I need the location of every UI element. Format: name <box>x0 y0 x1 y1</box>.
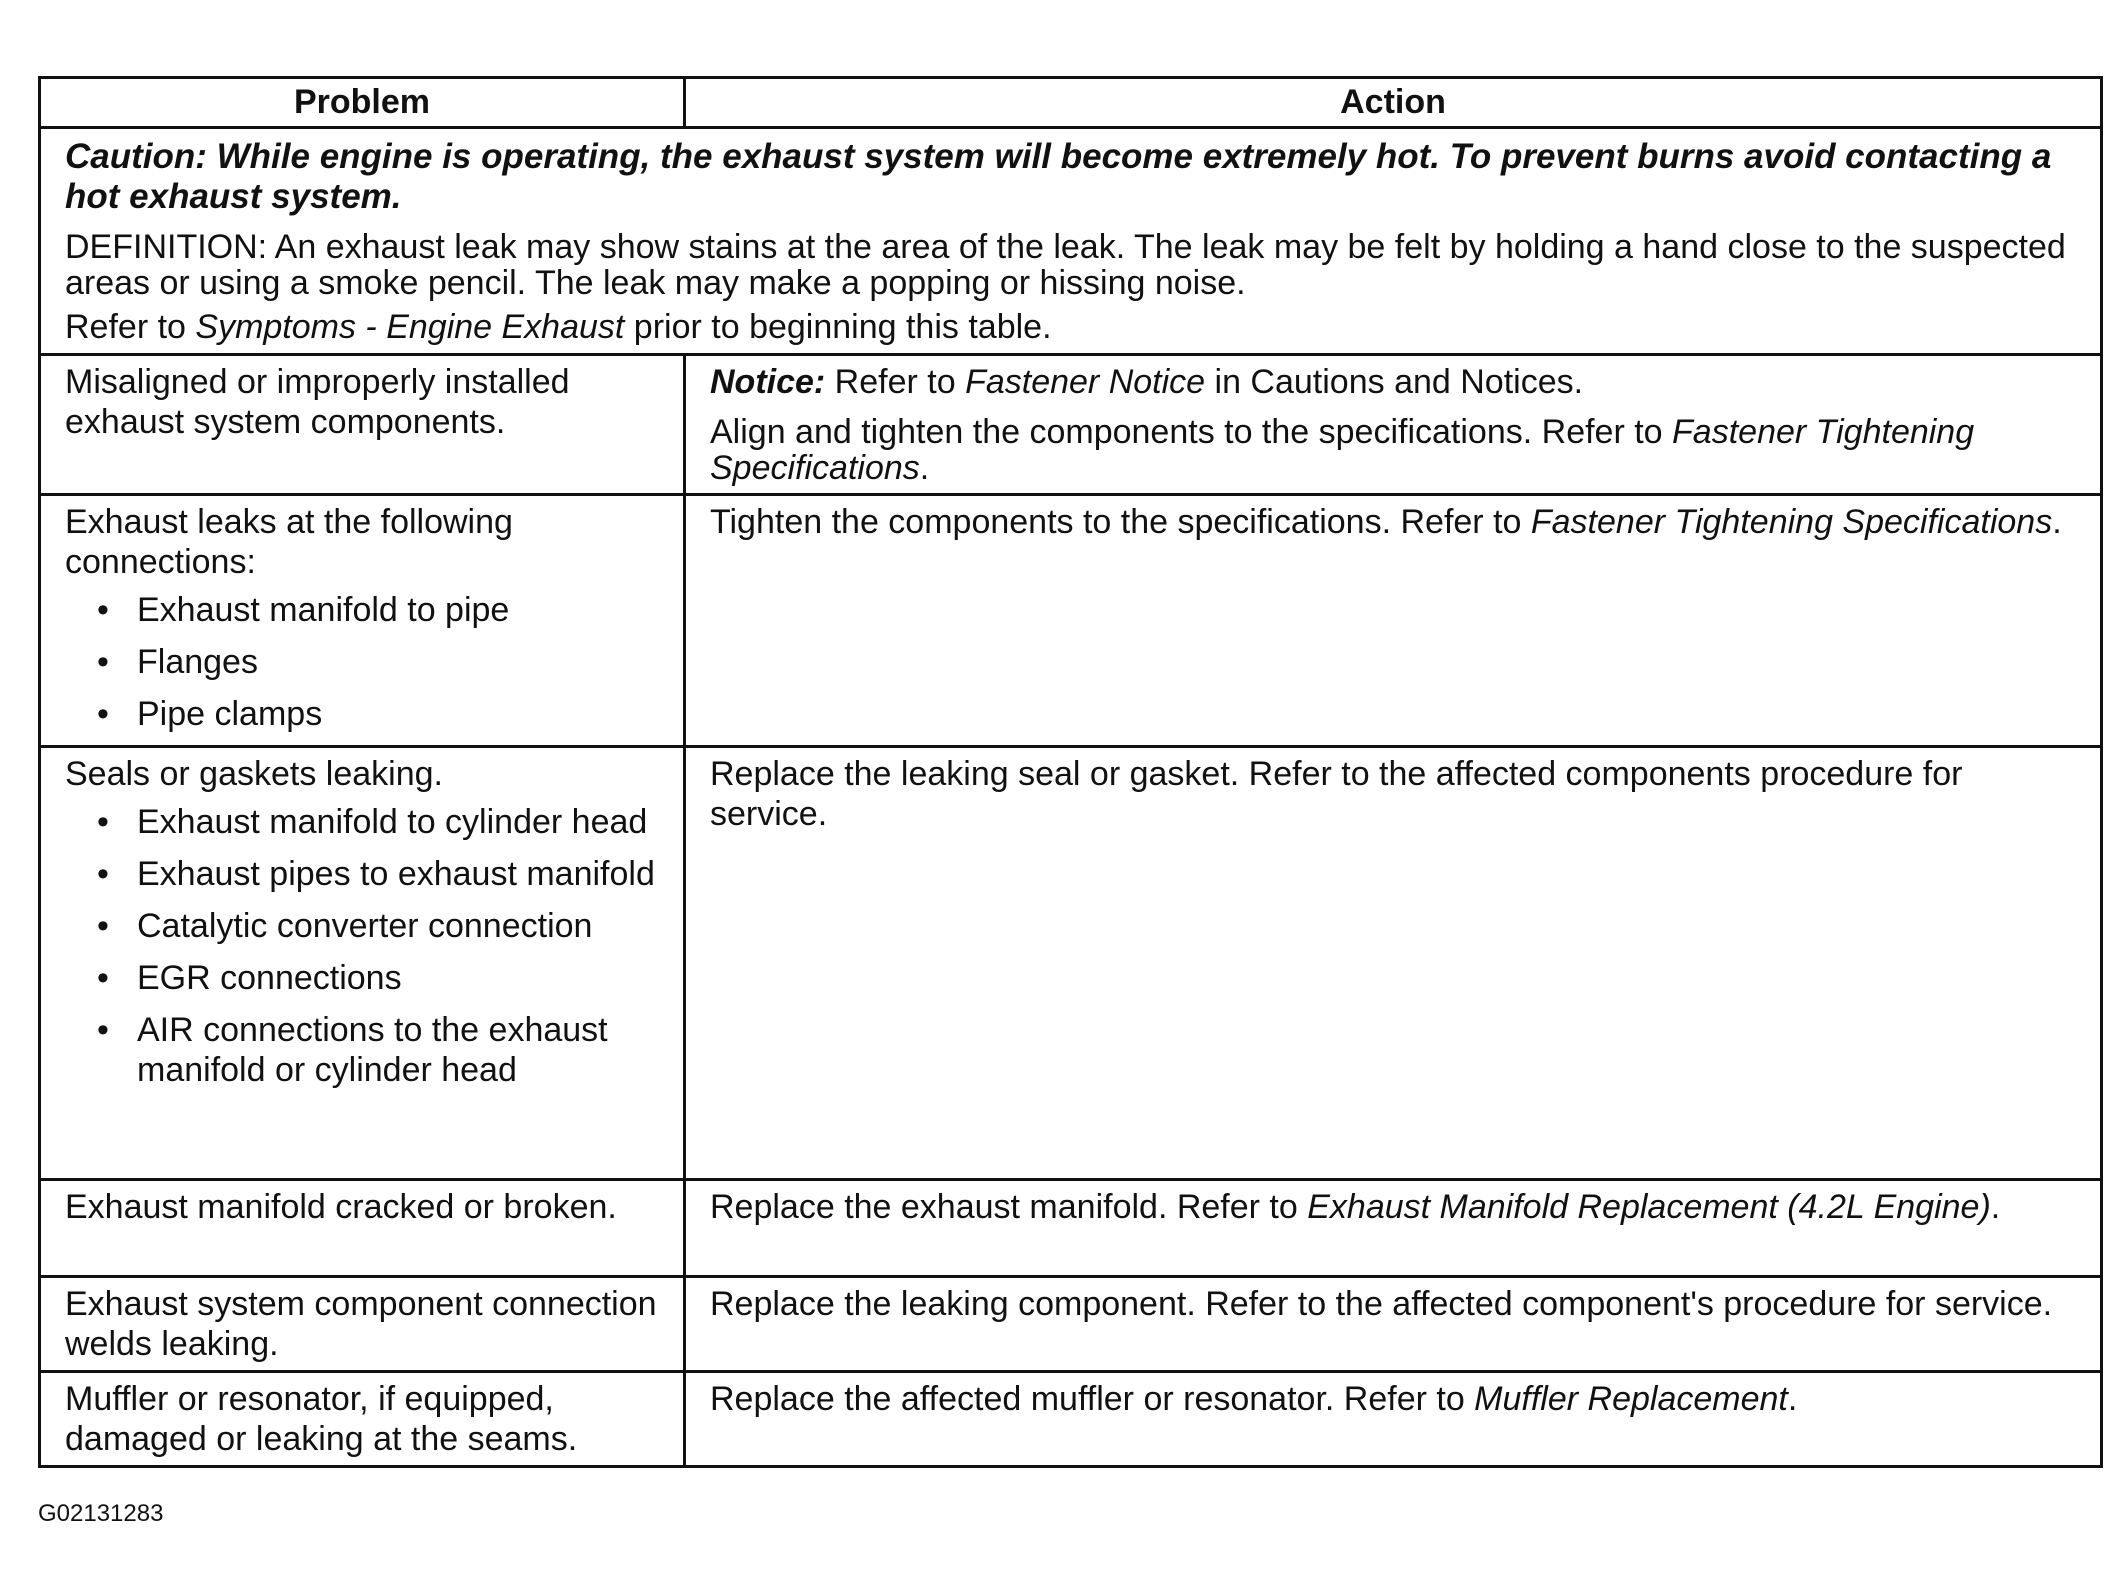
action-paragraph <box>710 1379 2086 1419</box>
fastener-notice-link[interactable]: Fastener Notice <box>965 363 1206 401</box>
list-item: • Pipe clamps <box>65 694 669 734</box>
caution-text: Caution: While engine is operating, the exhaust system will become extremely hot. To prevent burns avoid contacting a hot exhaust system. <box>65 137 2052 216</box>
list-item: • Flanges <box>65 642 669 682</box>
table-row <box>40 1372 2102 1467</box>
action-cell <box>685 1372 2102 1467</box>
action-paragraph <box>710 414 2086 486</box>
table-row <box>40 1180 2102 1277</box>
problem-text: Muffler or resonator, if equipped, damaged or leaking at the seams. <box>65 1380 578 1458</box>
problem-text: Exhaust system component connection welds leaking. <box>65 1285 657 1363</box>
list-item: • AIR connections to the exhaust manifold or cylinder head <box>65 1010 669 1090</box>
diagnostic-table <box>38 76 2103 1468</box>
refer-prefix: Refer to <box>65 308 196 346</box>
problem-text: Exhaust manifold cracked or broken. <box>65 1188 617 1226</box>
problem-text: Misaligned or improperly installed exhaust system components. <box>65 363 570 441</box>
action-end: . <box>919 449 930 487</box>
bullet-list <box>65 590 669 734</box>
problem-cell <box>40 355 685 495</box>
notice-paragraph <box>710 362 2086 402</box>
problem-cell <box>40 1372 685 1467</box>
action-header: Action <box>685 78 2102 128</box>
action-text: Replace the exhaust manifold. Refer to <box>710 1188 1308 1226</box>
figure-id: G02131283 <box>38 1500 164 1527</box>
action-end: . <box>1990 1188 2001 1226</box>
problem-cell <box>40 1180 685 1277</box>
table-row <box>40 495 2102 747</box>
action-cell <box>685 1180 2102 1277</box>
header-row <box>40 78 2102 128</box>
action-end: . <box>2052 503 2062 541</box>
notice-label: Notice: <box>710 363 826 401</box>
action-cell <box>685 747 2102 1180</box>
action-cell <box>685 355 2102 495</box>
intro-row <box>40 128 2102 355</box>
action-paragraph <box>710 502 2086 542</box>
action-cell <box>685 1277 2102 1372</box>
problem-header: Problem <box>40 78 685 128</box>
list-item: • Exhaust pipes to exhaust manifold <box>65 854 669 894</box>
action-end: . <box>1787 1380 1798 1418</box>
action-paragraph <box>710 1187 2086 1227</box>
manifold-replacement-link[interactable]: Exhaust Manifold Replacement (4.2L Engine) <box>1307 1188 1991 1226</box>
problem-text: Seals or gaskets leaking. <box>65 755 443 793</box>
table-row <box>40 355 2102 495</box>
bullet-list <box>65 802 669 1090</box>
action-text: Align and tighten the components to the specifications. Refer to <box>710 413 1673 451</box>
list-item: • Exhaust manifold to pipe <box>65 590 669 630</box>
problem-cell <box>40 1277 685 1372</box>
refer-paragraph <box>65 309 2076 345</box>
action-paragraph: Replace the leaking seal or gasket. Refer to the affected components procedure for service. <box>710 755 1963 833</box>
muffler-replacement-link[interactable]: Muffler Replacement <box>1474 1380 1788 1418</box>
intro-cell <box>40 128 2102 355</box>
action-text: Replace the affected muffler or resonator. Refer to <box>710 1380 1475 1418</box>
action-text: Tighten the components to the specifications. Refer to <box>710 503 1531 541</box>
problem-cell <box>40 495 685 747</box>
action-paragraph: Replace the leaking component. Refer to the affected component's procedure for service. <box>710 1285 2053 1323</box>
notice-text-end: in Cautions and Notices. <box>1205 363 1584 401</box>
fastener-spec-link[interactable]: Fastener Tightening Specifications <box>710 413 1975 487</box>
action-cell <box>685 495 2102 747</box>
definition-text: DEFINITION: An exhaust leak may show stains at the area of the leak. The leak may be felt by holding a hand close to the suspected areas or using a smoke pencil. The leak may make a popping or hissing noise. <box>65 228 2066 302</box>
list-item: • Exhaust manifold to cylinder head <box>65 802 669 842</box>
table-row <box>40 1277 2102 1372</box>
notice-text: Refer to <box>825 363 966 401</box>
refer-suffix: prior to beginning this table. <box>624 308 1052 346</box>
table-row <box>40 747 2102 1180</box>
list-item: • EGR connections <box>65 958 669 998</box>
list-item: • Catalytic converter connection <box>65 906 669 946</box>
problem-text: Exhaust leaks at the following connections: <box>65 503 513 581</box>
symptoms-link[interactable]: Symptoms - Engine Exhaust <box>195 308 625 346</box>
problem-cell <box>40 747 685 1180</box>
fastener-spec-link[interactable]: Fastener Tightening Specifications <box>1530 503 2053 541</box>
